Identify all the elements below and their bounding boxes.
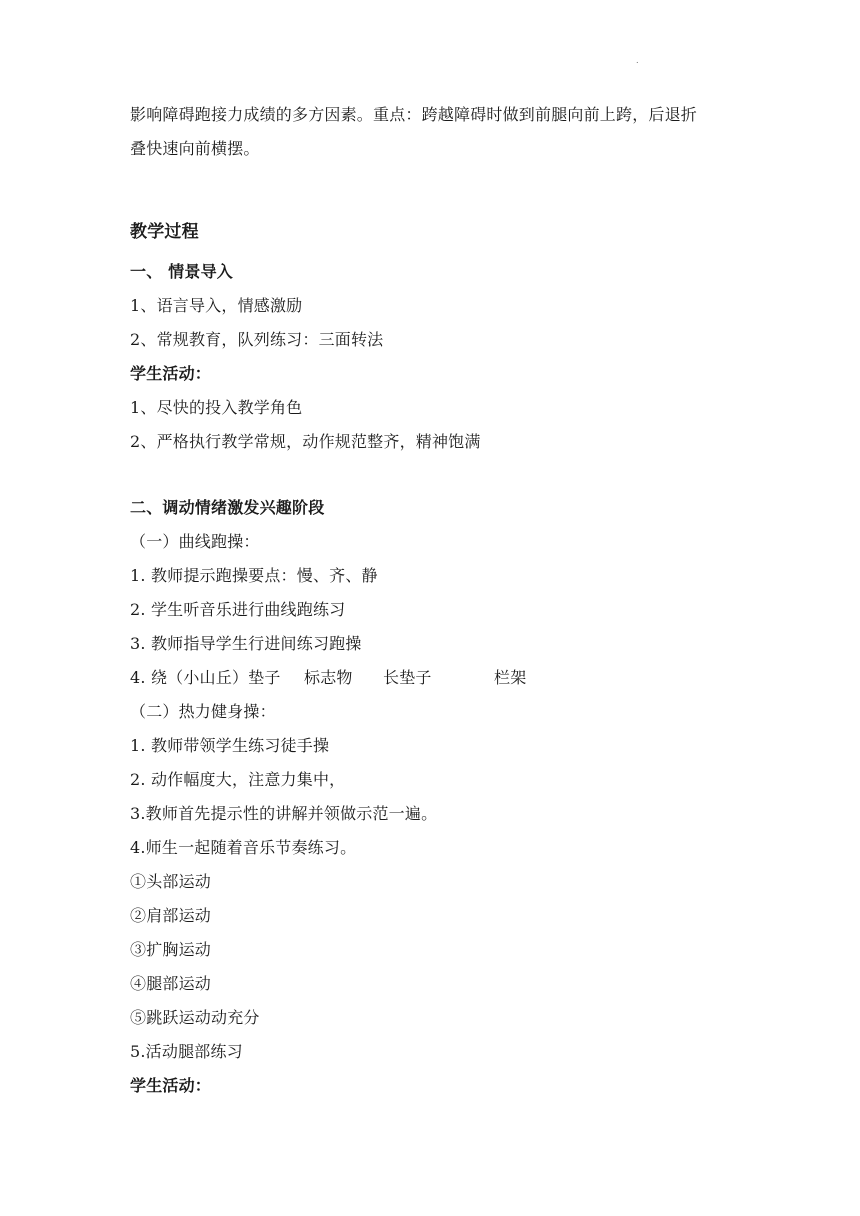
section2-sub1-item-3: 3. 教师指导学生行进间练习跑操 [130, 634, 362, 653]
intro-line-1: 影响障碍跑接力成绩的多方因素。重点：跨越障碍时做到前腿向前上跨，后退折 [130, 105, 698, 124]
section2-sub2-item-8: ④腿部运动 [130, 974, 212, 993]
section1-item-1: 1、语言导入，情感激励 [130, 296, 303, 315]
process-title: 教学过程 [130, 222, 199, 242]
section2-sub2-item-6: ②肩部运动 [130, 906, 212, 925]
section2-sub2-item-7: ③扩胸运动 [130, 940, 212, 959]
item4-part-mat: 4. 绕（小山丘）垫子 [130, 668, 281, 687]
section2-sub1-item-1: 1. 教师提示跑操要点：慢、齐、静 [130, 566, 378, 585]
section2-sub1-item-2: 2. 学生听音乐进行曲线跑练习 [130, 600, 346, 619]
item4-part-long-mat: 长垫子 [383, 668, 432, 687]
section2-sub2-item-2: 2. 动作幅度大，注意力集中， [130, 770, 346, 789]
section2-sub2-item-5: ①头部运动 [130, 872, 212, 891]
section1-student-item-1: 1、尽快的投入教学角色 [130, 398, 303, 417]
section2-sub2-item-3: 3.教师首先提示性的讲解并领做示范一遍。 [130, 804, 438, 823]
section1-item-2: 2、常规教育，队列练习：三面转法 [130, 330, 384, 349]
page-dot-mark: . [636, 56, 639, 65]
section2-heading: 二、调动情绪激发兴趣阶段 [130, 498, 325, 517]
section2-student-label: 学生活动： [130, 1076, 212, 1095]
section2-sub2-item-1: 1. 教师带领学生练习徒手操 [130, 736, 330, 755]
section2-sub2-item-4: 4.师生一起随着音乐节奏练习。 [130, 838, 357, 857]
section1-student-label: 学生活动： [130, 364, 212, 383]
section2-sub1-item-4 [130, 667, 550, 689]
item4-part-hurdle: 栏架 [494, 668, 527, 687]
section2-sub2-item-10: 5.活动腿部练习 [130, 1042, 243, 1061]
section2-sub1: （一）曲线跑操： [130, 532, 260, 551]
section2-sub2-item-9: ⑤跳跃运动动充分 [130, 1008, 260, 1027]
item4-part-marker: 标志物 [304, 668, 353, 687]
section1-student-item-2: 2、严格执行教学常规，动作规范整齐，精神饱满 [130, 432, 481, 451]
section2-sub2: （二）热力健身操： [130, 702, 276, 721]
intro-line-2: 叠快速向前横摆。 [130, 139, 260, 158]
section1-heading: 一、 情景导入 [130, 262, 233, 281]
